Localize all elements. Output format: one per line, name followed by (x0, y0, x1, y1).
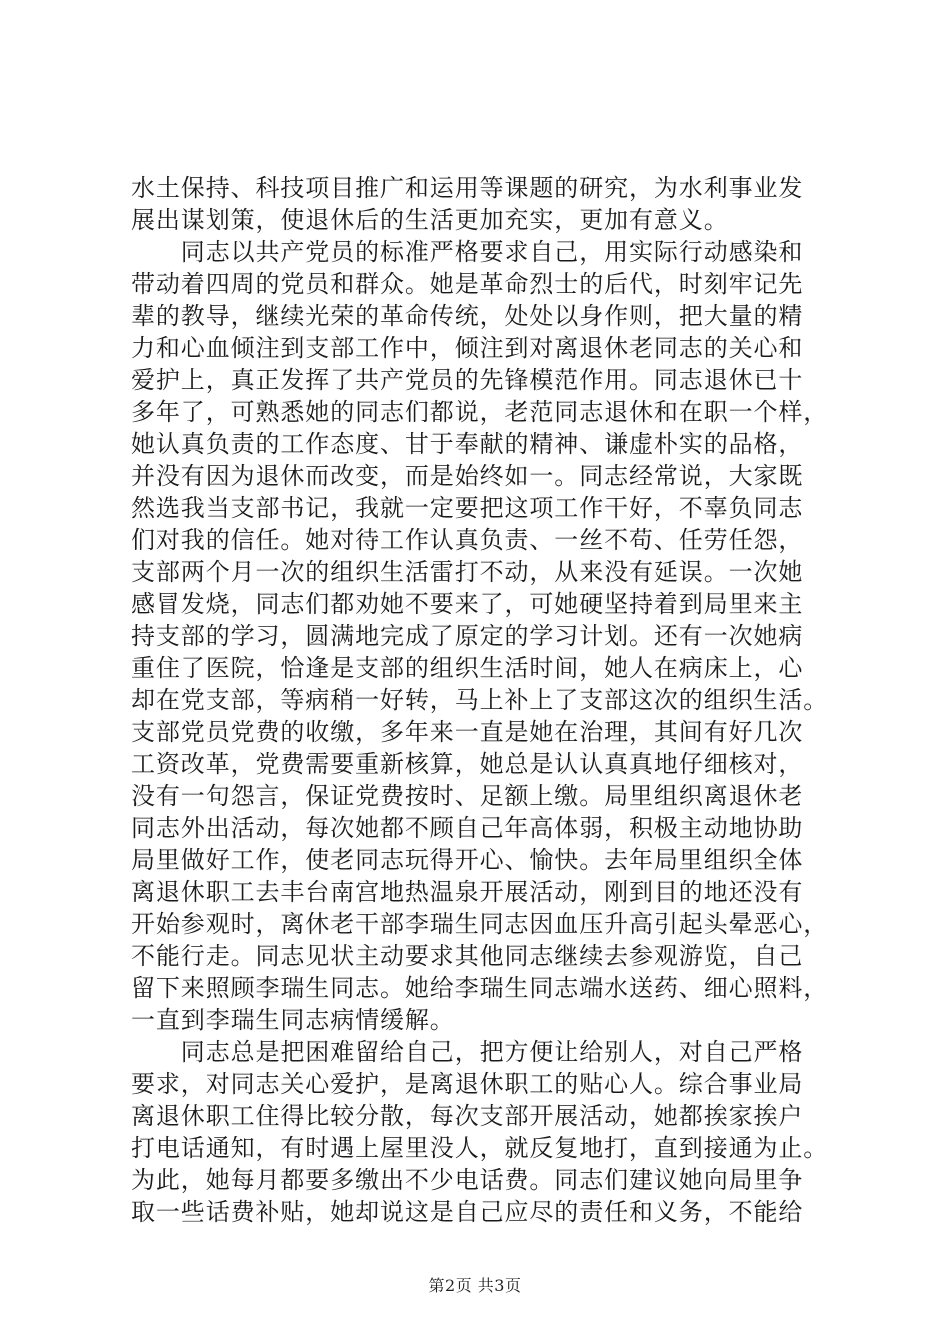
text-line: 辈的教导，继续光荣的革命传统，处处以身作则，把大量的精 (131, 302, 804, 330)
text-line: 却在党支部，等病稍一好转，马上补上了支部这次的组织生活。 (131, 686, 829, 714)
text-line: 取一些话费补贴，她却说这是自己应尽的责任和义务，不能给 (131, 1198, 804, 1226)
text-line: 一直到李瑞生同志病情缓解。 (131, 1006, 455, 1034)
text-line: 同志总是把困难留给自己，把方便让给别人，对自己严格 (131, 1038, 804, 1066)
text-line: 离退休职工去丰台南宫地热温泉开展活动，刚到目的地还没有 (131, 878, 804, 906)
text-line: 留下来照顾李瑞生同志。她给李瑞生同志端水送药、细心照料， (131, 974, 829, 1002)
text-line: 然选我当支部书记，我就一定要把这项工作干好，不辜负同志 (131, 494, 804, 522)
text-line: 们对我的信任。她对待工作认真负责、一丝不苟、任劳任怨， (131, 526, 804, 554)
text-line: 同志外出活动，每次她都不顾自己年高体弱，积极主动地协助 (131, 814, 804, 842)
text-line: 打电话通知，有时遇上屋里没人，就反复地打，直到接通为止。 (131, 1134, 829, 1162)
text-line: 局里做好工作，使老同志玩得开心、愉快。去年局里组织全体 (131, 846, 804, 874)
text-line: 感冒发烧，同志们都劝她不要来了，可她硬坚持着到局里来主 (131, 590, 804, 618)
text-line: 工资改革，党费需要重新核算，她总是认认真真地仔细核对， (131, 750, 804, 778)
text-line: 离退休职工住得比较分散，每次支部开展活动，她都挨家挨户 (131, 1102, 804, 1130)
text-line: 水土保持、科技项目推广和运用等课题的研究，为水利事业发 (131, 174, 804, 202)
text-line: 没有一句怨言，保证党费按时、足额上缴。局里组织离退休老 (131, 782, 804, 810)
text-line: 不能行走。同志见状主动要求其他同志继续去参观游览，自己 (131, 942, 804, 970)
text-line: 要求，对同志关心爱护，是离退休职工的贴心人。综合事业局 (131, 1070, 804, 1098)
text-line: 为此，她每月都要多缴出不少电话费。同志们建议她向局里争 (131, 1166, 804, 1194)
text-line: 同志以共产党员的标准严格要求自己，用实际行动感染和 (131, 238, 804, 266)
text-line: 力和心血倾注到支部工作中，倾注到对离退休老同志的关心和 (131, 334, 804, 362)
text-line: 多年了，可熟悉她的同志们都说，老范同志退休和在职一个样， (131, 398, 829, 426)
text-line: 带动着四周的党员和群众。她是革命烈士的后代，时刻牢记先 (131, 270, 804, 298)
text-line: 开始参观时，离休老干部李瑞生同志因血压升高引起头晕恶心， (131, 910, 829, 938)
text-line: 爱护上，真正发挥了共产党员的先锋模范作用。同志退休已十 (131, 366, 804, 394)
text-line: 支部党员党费的收缴，多年来一直是她在治理，其间有好几次 (131, 718, 804, 746)
text-line: 支部两个月一次的组织生活雷打不动，从来没有延误。一次她 (131, 558, 804, 586)
text-line: 重住了医院，恰逢是支部的组织生活时间，她人在病床上，心 (131, 654, 804, 682)
text-line: 展出谋划策，使退休后的生活更加充实，更加有意义。 (131, 206, 729, 234)
text-line: 并没有因为退休而改变，而是始终如一。同志经常说，大家既 (131, 462, 804, 490)
text-line: 持支部的学习，圆满地完成了原定的学习计划。还有一次她病 (131, 622, 804, 650)
page-footer: 第2页 共3页 (428, 1276, 522, 1295)
text-line: 她认真负责的工作态度、甘于奉献的精神、谦虚朴实的品格， (131, 430, 804, 458)
body-text (131, 172, 841, 1228)
